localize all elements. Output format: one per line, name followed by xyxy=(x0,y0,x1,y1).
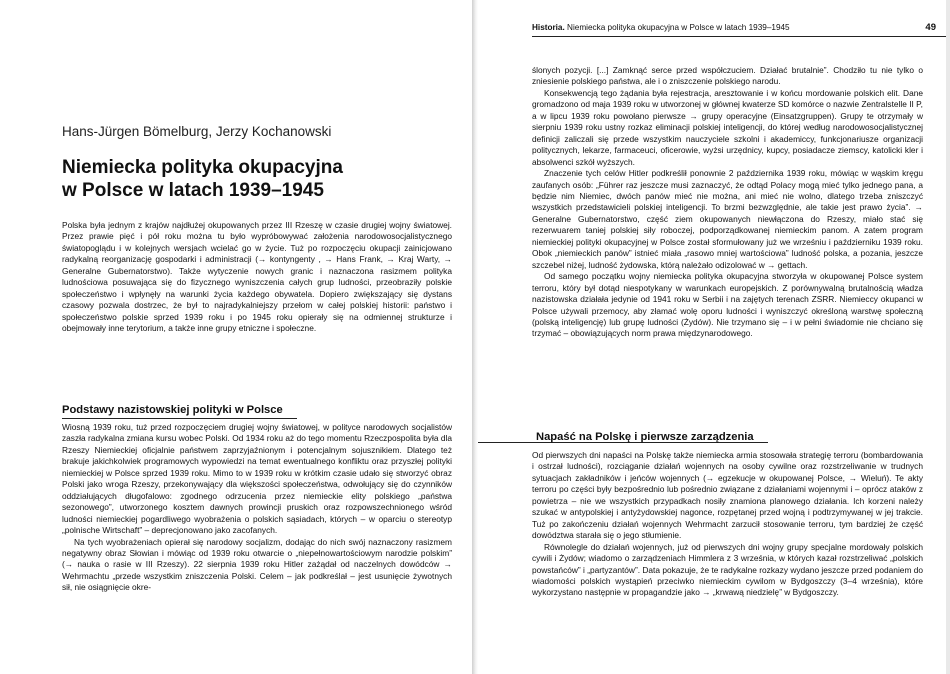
running-head-rule xyxy=(532,36,946,37)
section1-text xyxy=(62,422,452,594)
section2-paragraph-1: Od pierwszych dni napaści na Polskę także niemiecka armia stosowała strategię terroru (bombardowania i ostrzał ludności), rozciąganie działań wojennych na osoby cywilne oraz rozstrzeliwanie w trudnych sytuacjach zakładników i jeńców wojennych (→ egzekucje w okupowanej Polsce, → Wieluń). Te akty terroru po części były bezpośrednio lub pośrednio związane z działaniami wojennymi i – oprócz ataków z powietrza – nie we wszystkich przypadkach nosiły znamiona planowego działania. Ich korzeni należy szukać w antypolskiej i antyżydowskiej nagonce, rozpętanej przed wojną i podtrzymywanej w jej trakcie. Tuż po zakończeniu działań wojennych Wehrmacht zarzucił stosowanie terroru, tym bardziej że część dowództwa starała się o jego stłumienie. xyxy=(532,450,923,541)
page-edge xyxy=(946,0,950,674)
section-heading-podstawy: Podstawy nazistowskiej polityki w Polsce xyxy=(62,404,283,416)
section-rule xyxy=(62,418,297,419)
section1-paragraph-2: Na tych wyobrażeniach opierał się narodowy socjalizm, dodając do nich swój naznaczony rasizmem negatywny obraz Słowian i mówiąc od 1939 roku otwarcie o „niepełnowartościowym narodzie polskim” (→ nauka o rasie w III Rzeszy). 22 sierpnia 1939 roku Hitler zażądał od naczelnych dowódców → Wehrmachtu „przede wszystkim zniszczenia Polski. Celem – jak podkreślał – jest usunięcie żywotnych sił, nie osiągnięcie okre- xyxy=(62,536,452,593)
right-paragraph-4: Od samego początku wojny niemiecka polityka okupacyjna stworzyła w okupowanej Polsce system terroru, który był dotąd niespotykany w warunkach europejskich. Z porównywalną brutalnością władza nazistowska działała jedynie od 1941 roku w Serbii i na zajętych terenach ZSRR. Niemieccy okupanci w Polsce używali przemocy, aby złamać wolę oporu ludności i wyniszczyć określoną warstwę społeczną (polską inteligencję) lub grupę ludności (Żydów). Nie trzymano się – i w pełni świadomie nie chciano się trzymać – obowiązujących norm prawa międzynarodowego. xyxy=(532,271,923,339)
section2-paragraph-2: Równolegle do działań wojennych, już od pierwszych dni wojny grupy specjalne mordowały polskich cywili i Żydów; wiadomo o zarządzeniach Himmlera z 3 września, w których kazał rozstrzeliwać „polskich powstańców” i „partyzantów”. Data pokazuje, że te radykalne rozkazy wydano jeszcze przed podaniem do wiadomości polskich wystąpień przeciwko niemieckim cywilom w Bydgoszczy (3–4 września), które wykorzystano następnie w propagandzie jako → „krwawą niedzielę” w Bydgoszczy. xyxy=(532,541,923,598)
right-paragraph-1: ślonych pozycji. [...] Zamknąć serce przed współczuciem. Działać brutalnie”. Chodziło tu nie tylko o zniesienie polskiego państwa, ale i o zniszczenie polskiego narodu. xyxy=(532,65,923,87)
title-line-1: Niemiecka polityka okupacyjna xyxy=(62,157,343,178)
article-title xyxy=(62,156,452,202)
section-heading-napasc: Napaść na Polskę i pierwsze zarządzenia xyxy=(536,431,754,443)
intro-paragraph: Polska była jednym z krajów najdłużej okupowanych przez III Rzeszę w czasie drugiej wojny światowej. Przez prawie pięć i pół roku można tu było wypróbowywać założenia narodowosocjalistycznego światopoglądu i w kolejnych wersjach wcielać go w życie. Tuż po rozpoczęciu okupacji zainicjowano radykalną reorganizację gospodarki i administracji (→ kontyngenty , → Hans Frank, → Kraj Warty, → Generalne Gubernatorstwo). Także wytyczenie nowych granic i naznaczona rasizmem polityka ludnościowa posuwająca się do fizycznego wyniszczenia całych grup ludności, przeobraziły polskie społeczeństwo i wpłynęły na warunki życia każdego obywatela. Dopiero zwiększający się dystans czasowy pozwala dostrzec, że był to najradykalniejszy przełom w całej polskiej historii: państwo i społeczeństwo polskie sprzed 1939 roku i po 1945 roku opierały się na odmiennej strukturze i obejmowały inne terytorium, a także inne grupy etniczne i społeczne. xyxy=(62,220,452,334)
section1-paragraph-1: Wiosną 1939 roku, tuż przed rozpoczęciem drugiej wojny światowej, w polityce narodowych socjalistów zaszła radykalna zmiana kursu wobec Polski. Od 1934 roku aż do tego momentu Rzeczpospolita była dla Rzeszy Niemieckiej oficjalnie państwem zaprzyjaźnionym i potencjalnym sojusznikiem. Dlatego też brakuje jakichkolwiek programowych wypowiedzi na temat ewentualnego konfliktu oraz przyszłej polityki niemieckiej w Polsce sprzed 1939 roku. Mimo to w 1939 roku w krótkim czasie udało się stworzyć obraz Polski jako wroga Rzeszy, przekonywający dla większości społeczeństwa, odwołujący się do czynników oddziałujących długofalowo: zgodnego odrzucenia przez niemieckie elity polskiego „państwa sezonowego”, utworzonego kosztem dawnych prowincji pruskich oraz rozpowszechnionego wśród ludności niemieckiej pogardliwego wyobrażenia o polskich sąsiadach, których – w oparciu o stereotyp „polnische Wirtschaft” – deprecjonowano jako zacofanych. xyxy=(62,422,452,536)
right-paragraph-2: Konsekwencją tego żądania była rejestracja, aresztowanie i w końcu mordowanie polskich elit. Dane gromadzono od maja 1939 roku w utworzonej w głównej kwaterze SD komórce o nazwie Zentralstelle II P, a w lipcu 1939 roku powołano pierwsze → grupy operacyjne (Einsatzgruppen). Grupy te otrzymały w sierpniu 1939 roku ustny rozkaz eliminacji polskiej inteligencji, do której według narodowosocjalistycznej definicji zaliczali się przede wszystkim nauczyciele szkolni i akademiccy, funkcjonariusze organizacji politycznych, lekarze, farmaceuci, oficerowie, wyżsi urzędnicy, kupcy, posiadacze ziemscy, katolicki kler i absolwenci szkół wyższych. xyxy=(532,87,923,167)
title-line-2: w Polsce w latach 1939–1945 xyxy=(62,180,324,201)
running-head-section: Historia. xyxy=(532,23,565,32)
right-body-text xyxy=(532,65,923,340)
right-page xyxy=(478,0,950,674)
page-number: 49 xyxy=(925,22,936,33)
running-head-title: Niemiecka polityka okupacyjna w Polsce w latach 1939–1945 xyxy=(567,23,790,32)
article-authors: Hans-Jürgen Bömelburg, Jerzy Kochanowski xyxy=(62,124,332,139)
running-head xyxy=(532,23,936,33)
intro-text xyxy=(62,220,452,335)
right-paragraph-3: Znaczenie tych celów Hitler podkreślił ponownie 2 października 1939 roku, mówiąc w wąskim kręgu zaufanych osób: „Führer raz jeszcze musi zaznaczyć, że odtąd Polacy mogą mieć tylko jednego pana, a będzie nim Niemiec, dwóch panów mieć nie można, ani mieć nie wolno, dlatego trzeba zniszczyć wszystkich przedstawicieli polskiej inteligencji. To brzmi bezwzględnie, ale takie jest prawo życia”. → Generalne Gubernatorstwo, część ziem okupowanych niewłączona do Rzeszy, miało stać się rezerwuarem taniej polskiej siły roboczej, podporządkowanej niemieckim panom. A zatem program niemieckiej polityki okupacyjnej w Polsce został sformułowany już we wrześniu i październiku 1939 roku. Obok „niemieckich panów” istnieć miała „rasowo mniej wartościowa” ludność polska, a pozania, jeszcze szczebel niżej, ludność żydowska, którą należało odizolować w → gettach. xyxy=(532,168,923,270)
section2-text xyxy=(532,450,923,599)
left-page xyxy=(0,0,472,674)
